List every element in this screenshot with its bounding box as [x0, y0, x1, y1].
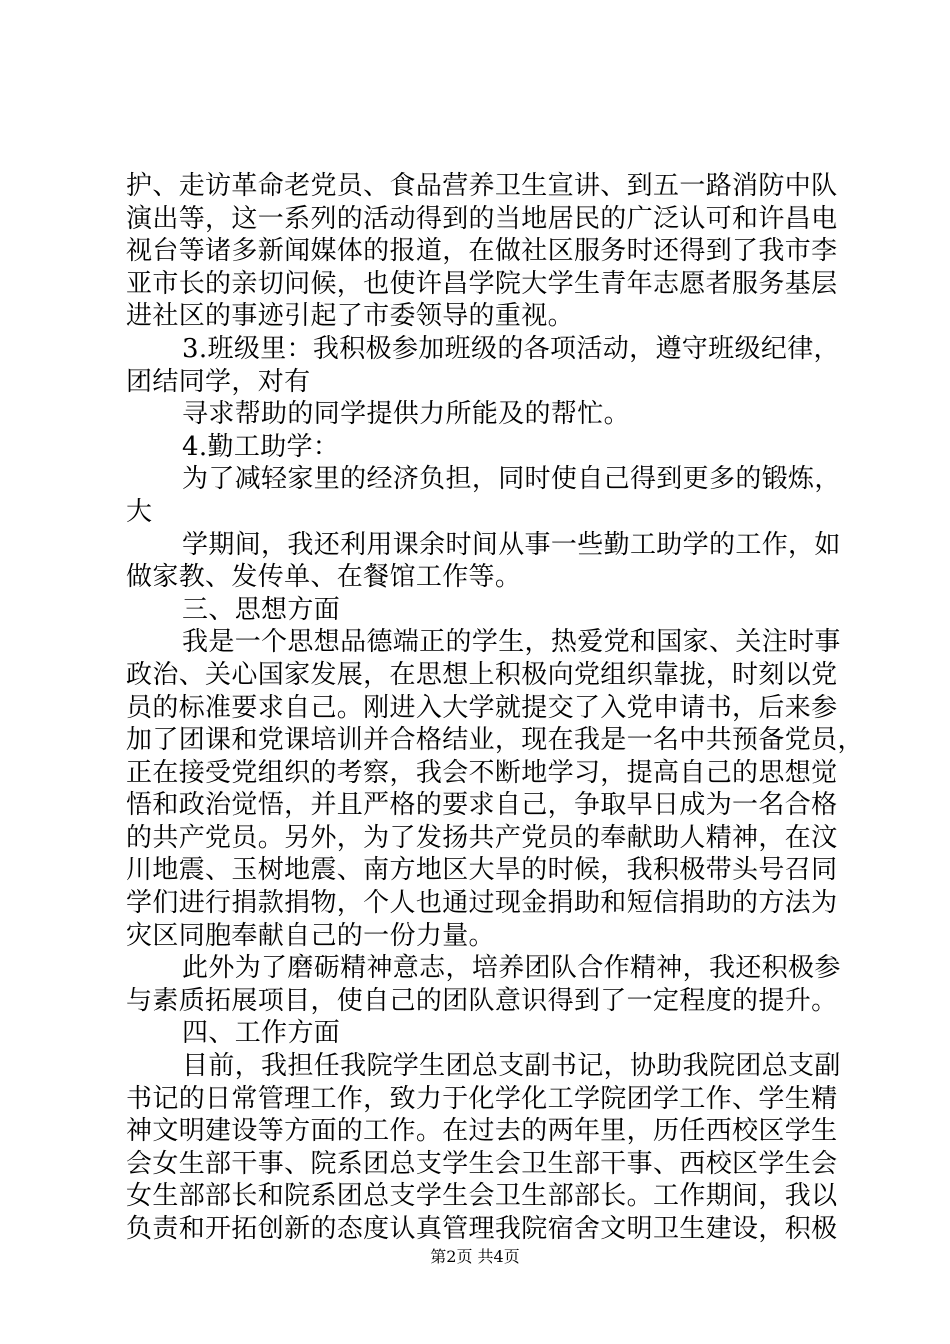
text-line: 三、思想方面	[182, 594, 341, 625]
document-body	[126, 170, 864, 1246]
text-line: 政治、关心国家发展，在思想上积极向党组织靠拢，时刻以党	[126, 659, 838, 690]
text-line: 我是一个思想品德端正的学生，热爱党和国家、关注时事	[182, 627, 841, 658]
text-line: 进社区的事迹引起了市委领导的重视。	[126, 301, 574, 332]
text-line: 负责和开拓创新的态度认真管理我院宿舍文明卫生建设，积极	[126, 1214, 838, 1244]
text-line: 悟和政治觉悟，并且严格的要求自己，争取早日成为一名合格	[126, 790, 838, 821]
text-line: 演出等，这一系列的活动得到的当地居民的广泛认可和许昌电	[126, 203, 838, 234]
text-line: 团结同学，对有	[126, 366, 311, 397]
text-line: 神文明建设等方面的工作。在过去的两年里，历任西校区学生	[126, 1116, 838, 1147]
text-line: 学期间，我还利用课余时间从事一些勤工助学的工作，如	[182, 529, 841, 560]
text-line: 为了减轻家里的经济负担，同时使自己得到更多的锻炼，	[182, 464, 841, 495]
text-line: 川地震、玉树地震、南方地区大旱的时候，我积极带头号召同	[126, 855, 838, 886]
text-line: 会女生部干事、院系团总支学生会卫生部干事、西校区学生会	[126, 1148, 838, 1179]
text-line: 学们进行捐款捐物，个人也通过现金捐助和短信捐助的方法为	[126, 888, 838, 919]
text-line: 护、走访革命老党员、食品营养卫生宣讲、到五一路消防中队	[126, 171, 838, 201]
text-line: 四、工作方面	[182, 1018, 341, 1049]
text-line: 此外为了磨砺精神意志，培养团队合作精神，我还积极参	[182, 953, 841, 984]
page-footer: 第2页 共4页	[430, 1247, 520, 1266]
text-line: 亚市长的亲切问候，也使许昌学院大学生青年志愿者服务基层	[126, 268, 838, 299]
text-line: 4.勤工助学：	[182, 431, 340, 462]
text-line: 女生部部长和院系团总支学生会卫生部部长。工作期间，我以	[126, 1181, 838, 1212]
text-line: 加了团课和党课培训并合格结业，现在我是一名中共预备党员，	[126, 725, 864, 756]
text-line: 正在接受党组织的考察，我会不断地学习，提高自己的思想觉	[126, 757, 838, 788]
text-line: 大	[126, 496, 153, 527]
text-line: 视台等诸多新闻媒体的报道，在做社区服务时还得到了我市李	[126, 236, 838, 267]
text-line: 灾区同胞奉献自己的一份力量。	[126, 920, 495, 951]
text-line: 做家教、发传单、在餐馆工作等。	[126, 562, 522, 593]
text-line: 的共产党员。另外，为了发扬共产党员的奉献助人精神，在汶	[126, 822, 838, 853]
text-line: 3.班级里：我积极参加班级的各项活动，遵守班级纪律，	[182, 333, 840, 364]
text-line: 与素质拓展项目，使自己的团队意识得到了一定程度的提升。	[126, 985, 838, 1016]
text-line: 书记的日常管理工作，致力于化学化工学院团学工作、学生精	[126, 1083, 838, 1114]
text-line: 寻求帮助的同学提供力所能及的帮忙。	[182, 399, 630, 430]
text-line: 员的标准要求自己。刚进入大学就提交了入党申请书，后来参	[126, 692, 838, 723]
text-line: 目前，我担任我院学生团总支副书记，协助我院团总支副	[182, 1051, 841, 1082]
